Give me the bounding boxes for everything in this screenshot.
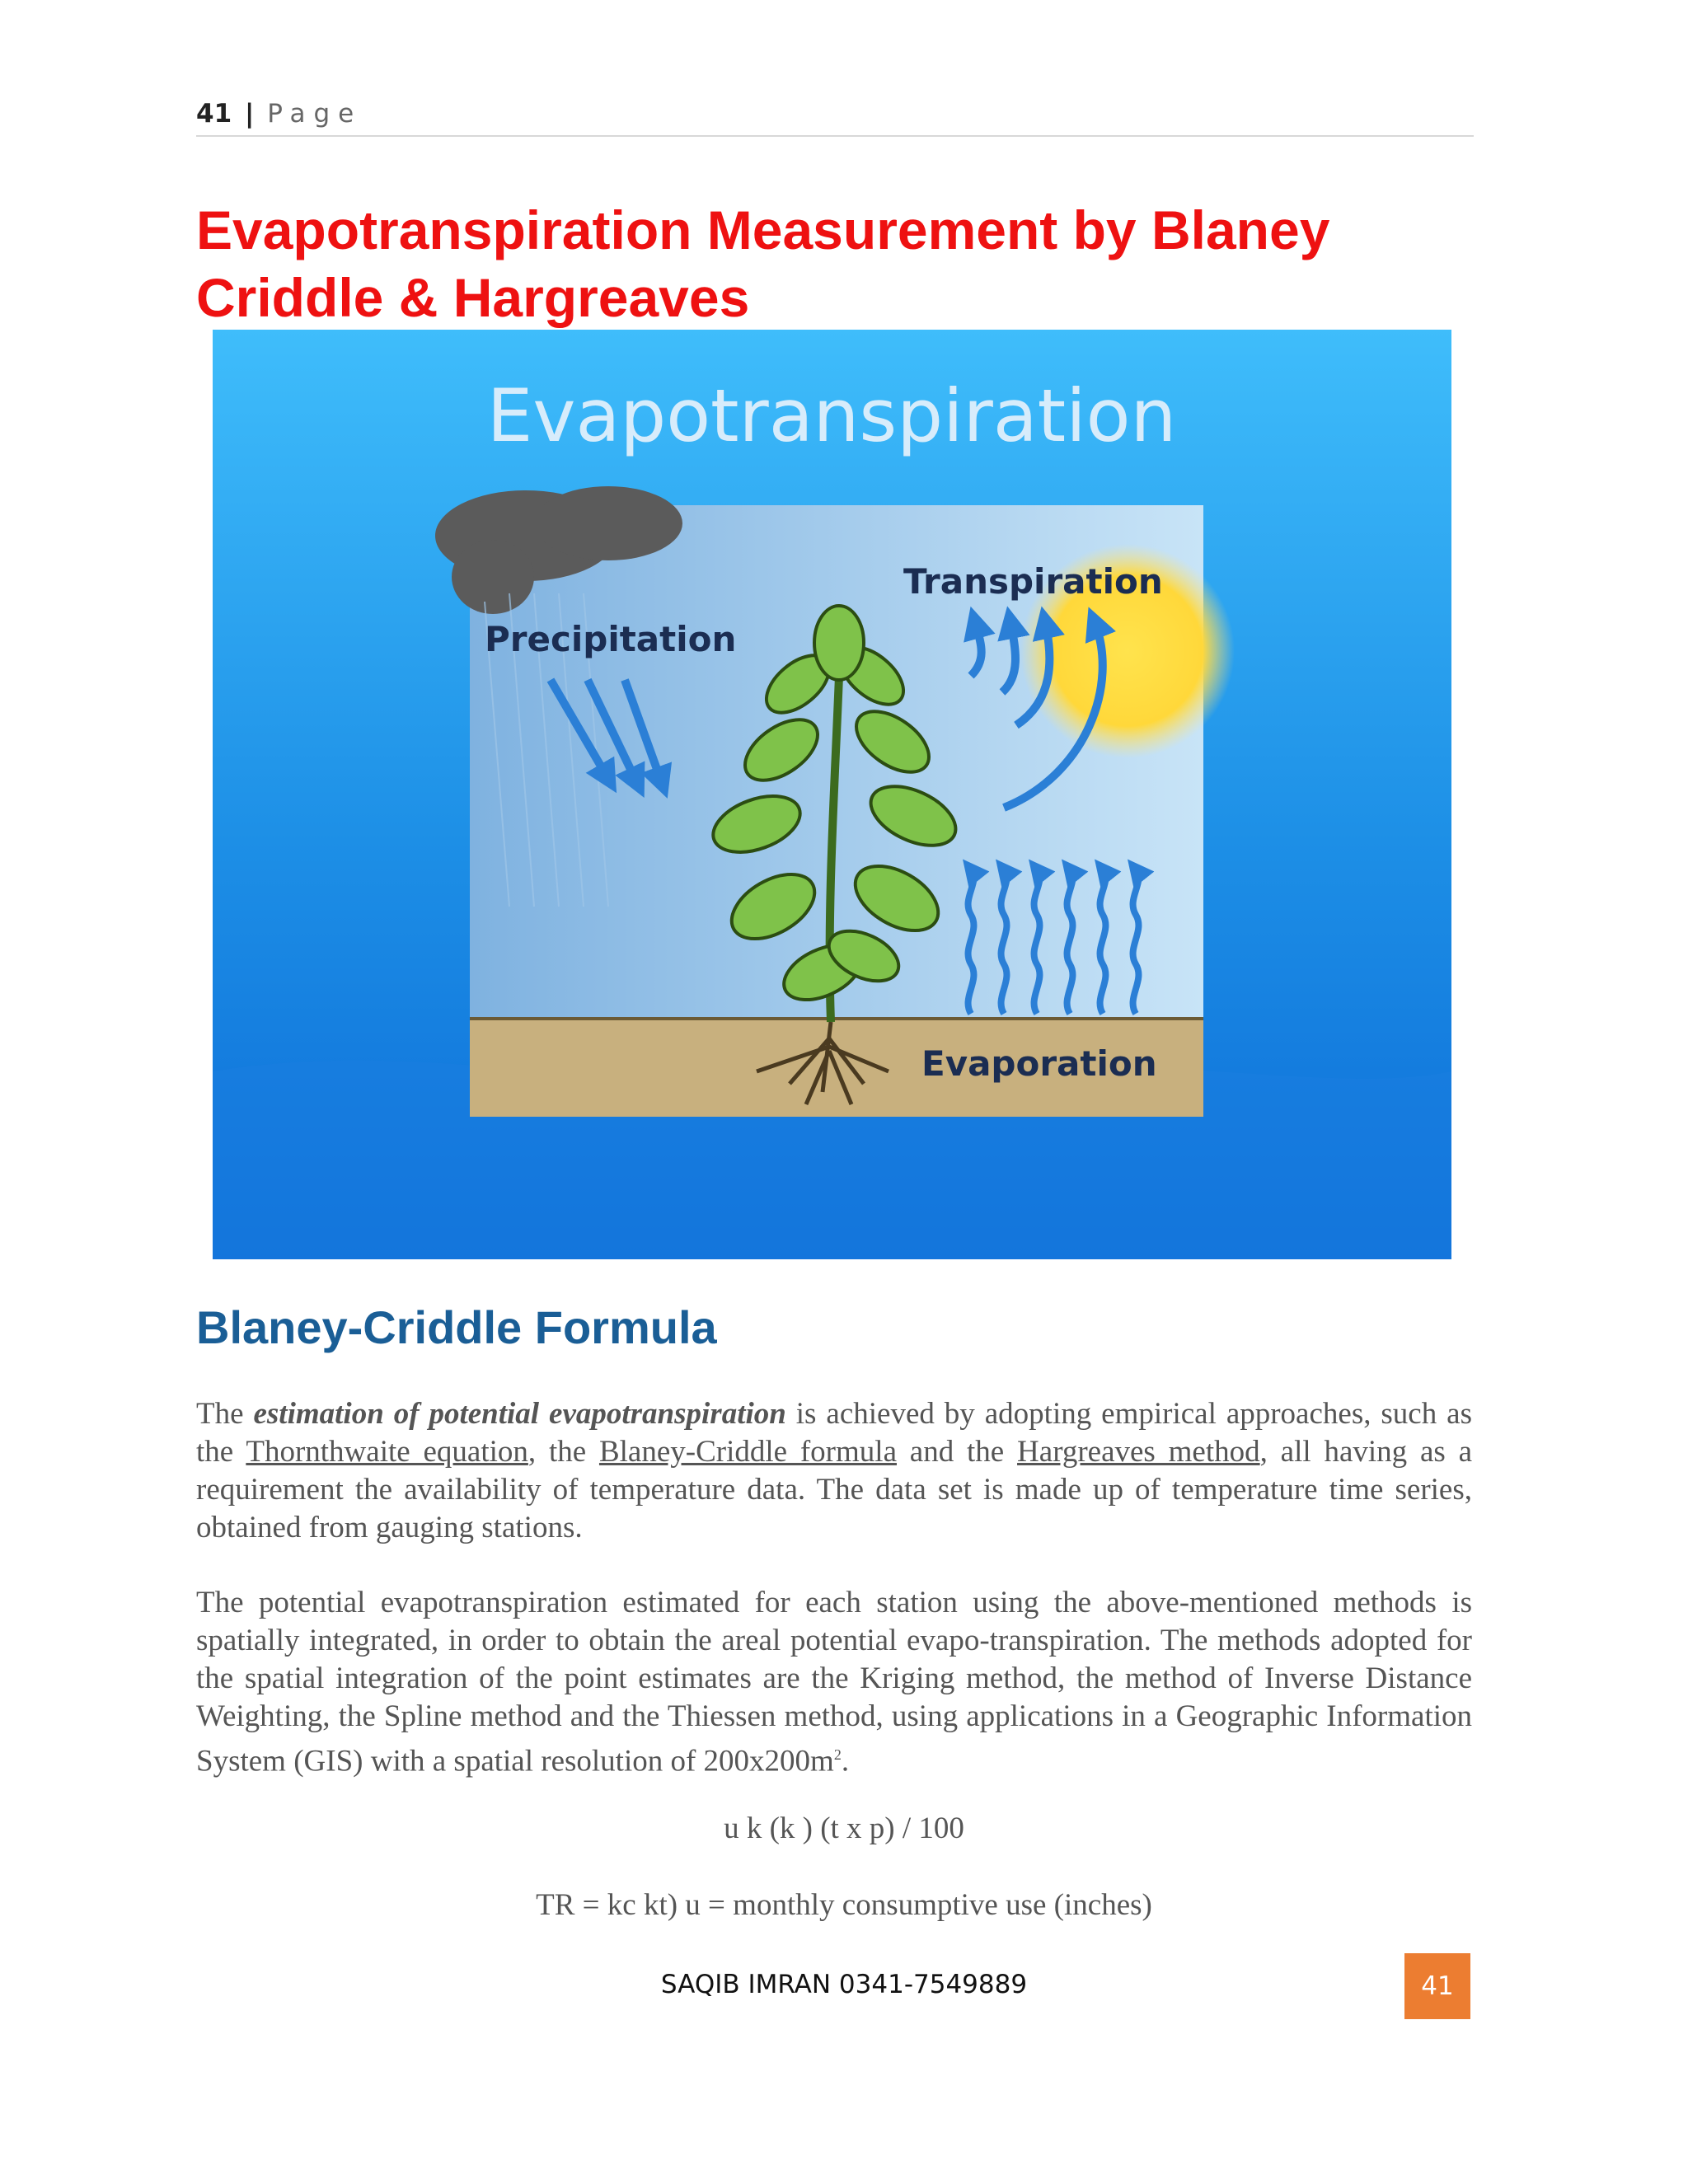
header-separator: | (245, 99, 255, 129)
transpiration-label: Transpiration (903, 561, 1163, 602)
p2-text: The potential evapotranspiration estimated for each station using the above-mentioned methods is spatially integrated, in order to obtain the areal potential evapo-transpiration. The methods adopted for the spatial integration of the point estimates are the Kriging method, the method of Inverse Distance Weighting, the Spline method and the Thiessen method, using applications in a Geographic Information System (GIS) with a spatial resolution of 200x200m (196, 1586, 1472, 1779)
p2-superscript: 2 (833, 1746, 842, 1763)
header-page-number: 41 (196, 99, 232, 129)
footer-text: SAQIB IMRAN 0341-7549889 (660, 1970, 1028, 1999)
p1-text-5: , all having as a requirement the availability of temperature data. The data set is made up of temperature time series, obtained from gauging stations. (196, 1435, 1473, 1544)
precipitation-label: Precipitation (485, 619, 737, 659)
evapotranspiration-figure (213, 330, 1451, 1259)
link-blaney-criddle[interactable]: Blaney-Criddle formula (598, 1435, 897, 1469)
p1-emphasis: estimation of potential evapotranspiration (253, 1397, 786, 1431)
link-thornthwaite[interactable]: Thornthwaite equation (246, 1435, 528, 1469)
header-page-word: Page (267, 99, 363, 129)
paragraph-2 (196, 1584, 1472, 1780)
equation-1: u k (k ) (t x p) / 100 (724, 1811, 964, 1845)
page-header (196, 99, 1474, 137)
section-title: Blaney-Criddle Formula (196, 1301, 717, 1353)
paragraph-1 (196, 1395, 1472, 1547)
page-title: Evapotranspiration Measurement by Blaney Criddle & Hargreaves (196, 199, 1330, 328)
illustration-panel (435, 486, 1235, 1117)
p2-period: . (841, 1744, 850, 1779)
equation-2: TR = kc kt) u = monthly consumptive use (inches) (536, 1888, 1152, 1922)
p1-text-1: The (196, 1397, 254, 1431)
figure-heading: Evapotranspiration (486, 373, 1177, 458)
p1-text-4: and the (897, 1435, 1018, 1469)
p1-text-3: , the (528, 1435, 599, 1469)
evaporation-label: Evaporation (921, 1043, 1157, 1084)
footer-page-box: 41 (1404, 1953, 1470, 2019)
p1-text-2: is achieved by adopting empirical approaches, such as the (196, 1397, 1472, 1469)
link-hargreaves[interactable]: Hargreaves method (1017, 1435, 1260, 1469)
